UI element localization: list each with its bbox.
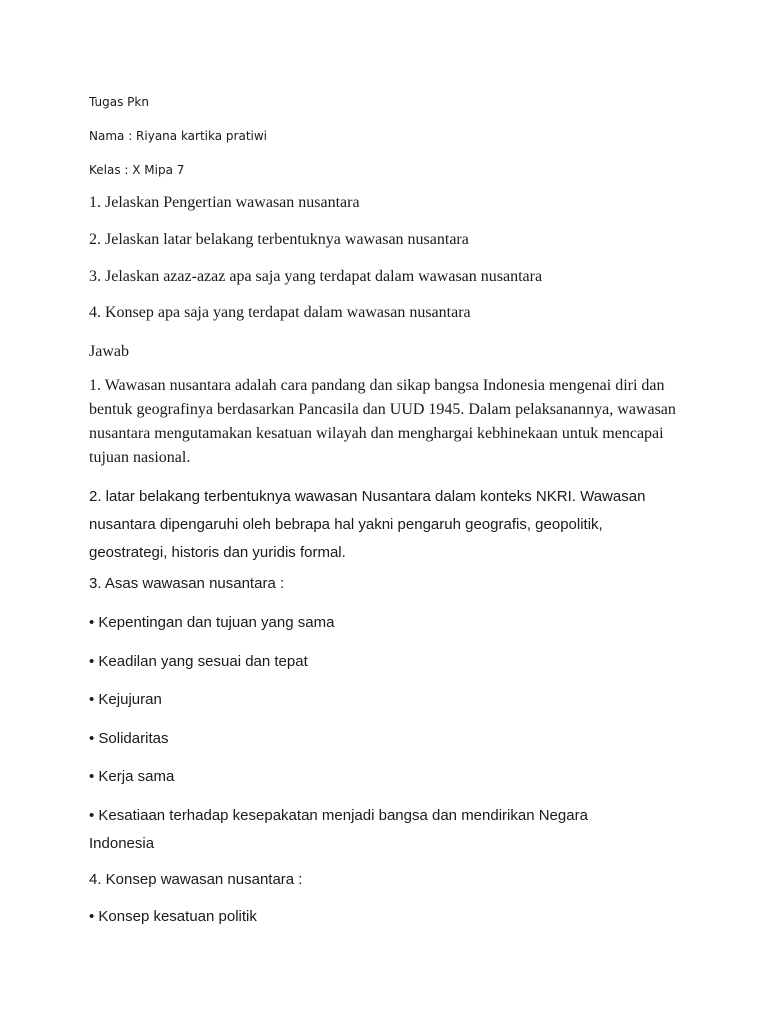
answer-4-heading: 4. Konsep wawasan nusantara : bbox=[89, 871, 303, 888]
student-name: Nama : Riyana kartika pratiwi bbox=[89, 129, 268, 143]
answer-1: 1. Wawasan nusantara adalah cara pandang dan sikap bangsa Indonesia mengenai diri dan bentuk geografinya berdasarkan Pancasila dan UUD 1945. Dalam pelaksanannya, wawasan nusantara mengutamakan kesatuan wilayah dan menghargai kebhinekaan untuk mencapai tujuan nasional. bbox=[89, 377, 676, 466]
answer-3-heading: 3. Asas wawasan nusantara : bbox=[89, 575, 285, 592]
answer-4-item: • Konsep kesatuan politik bbox=[89, 908, 257, 925]
answer-3-item: • Kerja sama bbox=[89, 768, 175, 785]
answer-3-item: • Kesatiaan terhadap kesepakatan menjadi bangsa dan mendirikan Negara Indonesia bbox=[89, 807, 588, 852]
answer-2: 2. latar belakang terbentuknya wawasan Nusantara dalam konteks NKRI. Wawasan nusantara dipengaruhi oleh bebrapa hal yakni pengaruh geografis, geopolitik, geostrategi, historis dan yuridis formal. bbox=[89, 488, 646, 561]
answer-3-item: • Kepentingan dan tujuan yang sama bbox=[89, 614, 335, 631]
answer-heading: Jawab bbox=[89, 343, 129, 360]
student-class: Kelas : X Mipa 7 bbox=[89, 163, 185, 177]
answer-3-item: • Solidaritas bbox=[89, 730, 169, 747]
question-4: 4. Konsep apa saja yang terdapat dalam wawasan nusantara bbox=[89, 304, 471, 321]
question-2: 2. Jelaskan latar belakang terbentuknya wawasan nusantara bbox=[89, 231, 469, 248]
doc-title: Tugas Pkn bbox=[89, 95, 149, 109]
question-3: 3. Jelaskan azaz-azaz apa saja yang terdapat dalam wawasan nusantara bbox=[89, 268, 543, 285]
answer-3-item: • Kejujuran bbox=[89, 691, 162, 708]
answer-3-item: • Keadilan yang sesuai dan tepat bbox=[89, 653, 308, 670]
question-1: 1. Jelaskan Pengertian wawasan nusantara bbox=[89, 194, 360, 211]
